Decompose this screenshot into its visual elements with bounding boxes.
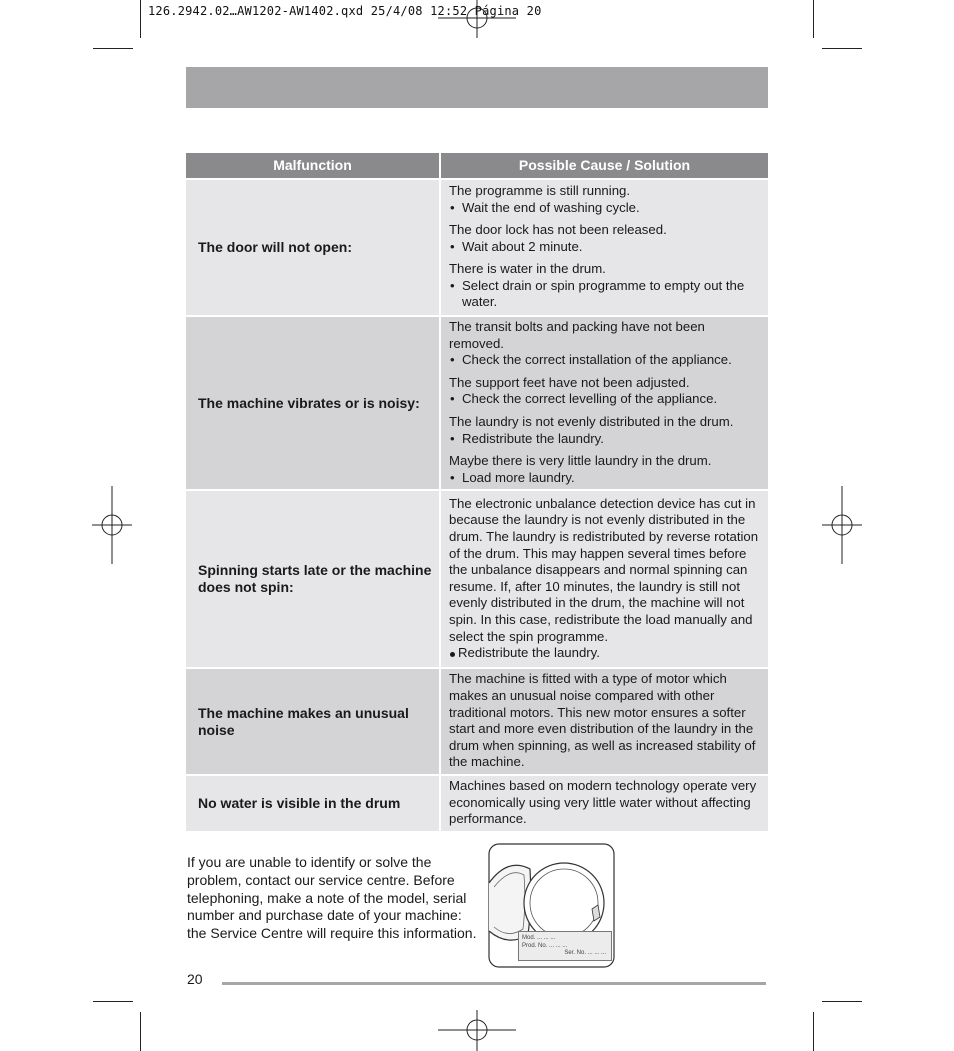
malfunction-cell: The machine vibrates or is noisy:: [186, 317, 439, 489]
solution-cell: [441, 180, 768, 315]
solution-cell: The machine is fitted with a type of motor which makes an unusual noise compared with other traditional motors. This new motor ensures a softer start and more even distribution of the laundry in the drum when spinning, as well as increased stability of the machine.: [441, 669, 768, 774]
action-item: • Wait the end of washing cycle.: [449, 200, 762, 217]
cause-group: [449, 375, 762, 408]
page-number: 20: [187, 971, 203, 987]
action-item: • Check the correct installation of the appliance.: [449, 352, 762, 369]
section-banner: [186, 67, 768, 108]
table-row: [186, 491, 768, 667]
action-item: • Check the correct levelling of the appliance.: [449, 391, 762, 408]
table-row: [186, 180, 768, 315]
cause-text: The support feet have not been adjusted.: [449, 374, 690, 390]
crop-mark: [822, 48, 862, 49]
cause-text: The electronic unbalance detection device has cut in because the laundry is not evenly distributed in the drum. The laundry is redistributed by reverse rotation of the drum. This may happen several times before the unbalance disappears and normal spinning can resume. If, after 10 minutes, the laundry is still not evenly distributed in the drum, the machine will not spin. In this case, redistribute the load manually and select the spin programme.: [449, 495, 759, 644]
action-item: • Wait about 2 minute.: [449, 239, 762, 256]
table-row: [186, 317, 768, 489]
cause-group: [449, 183, 762, 216]
cause-text: There is water in the drum.: [449, 261, 606, 277]
column-header-malfunction: Malfunction: [186, 153, 439, 178]
service-contact-note: If you are unable to identify or solve the problem, contact our service centre. Before telephoning, make a note of the model, serial number and purchase date of your machine: the Service Centre will require this information.: [187, 854, 477, 942]
crop-mark: [822, 1001, 862, 1002]
malfunction-cell: No water is visible in the drum: [186, 776, 439, 831]
rating-plate-serial: Ser. No. ... ... ...: [564, 950, 606, 956]
registration-mark-icon: [438, 0, 516, 40]
cause-group: [449, 319, 762, 369]
cause-text: Maybe there is very little laundry in the drum.: [449, 453, 712, 469]
cause-text: The laundry is not evenly distributed in the drum.: [449, 413, 734, 429]
crop-mark: [93, 1001, 133, 1002]
malfunction-cell: Spinning starts late or the machine does not spin:: [186, 491, 439, 667]
action-item: • Select drain or spin programme to empty out the water.: [449, 278, 762, 311]
crop-mark: [93, 48, 133, 49]
crop-mark: [140, 0, 141, 38]
table-row: [186, 776, 768, 831]
malfunction-cell: The machine makes an unusual noise: [186, 669, 439, 774]
cause-group: [449, 453, 762, 486]
rating-plate: [518, 931, 612, 961]
cause-text: The transit bolts and packing have not been removed.: [449, 319, 705, 351]
column-header-cause: Possible Cause / Solution: [441, 153, 768, 178]
rating-plate-product: Prod. No. ... ... ...: [522, 942, 568, 949]
solution-cell: [441, 491, 768, 667]
cause-text: The programme is still running.: [449, 182, 631, 198]
action-item: Redistribute the laundry.: [449, 645, 762, 662]
table-header-row: [186, 153, 768, 178]
malfunction-cell: The door will not open:: [186, 180, 439, 315]
crop-mark: [813, 1012, 814, 1051]
table-row: [186, 669, 768, 774]
print-header: 126.2942.02…AW1202-AW1402.qxd 25/4/08 12:52 Página 20: [148, 4, 542, 18]
cause-group: [449, 414, 762, 447]
troubleshooting-table: [184, 151, 770, 833]
action-item: • Load more laundry.: [449, 470, 762, 487]
action-item: • Redistribute the laundry.: [449, 431, 762, 448]
registration-mark-icon: [822, 486, 862, 564]
rating-plate-model: Mod. ... ... ...: [522, 935, 556, 941]
solution-cell: [441, 317, 768, 489]
cause-group: [449, 222, 762, 255]
crop-mark: [813, 0, 814, 38]
crop-mark: [140, 1012, 141, 1051]
cause-group: [449, 261, 762, 311]
footer-rule: [222, 982, 766, 985]
solution-cell: Machines based on modern technology operate very economically using very little water without affecting performance.: [441, 776, 768, 831]
registration-mark-icon: [92, 486, 132, 564]
registration-mark-icon: [438, 1010, 516, 1051]
cause-text: The door lock has not been released.: [449, 222, 667, 238]
